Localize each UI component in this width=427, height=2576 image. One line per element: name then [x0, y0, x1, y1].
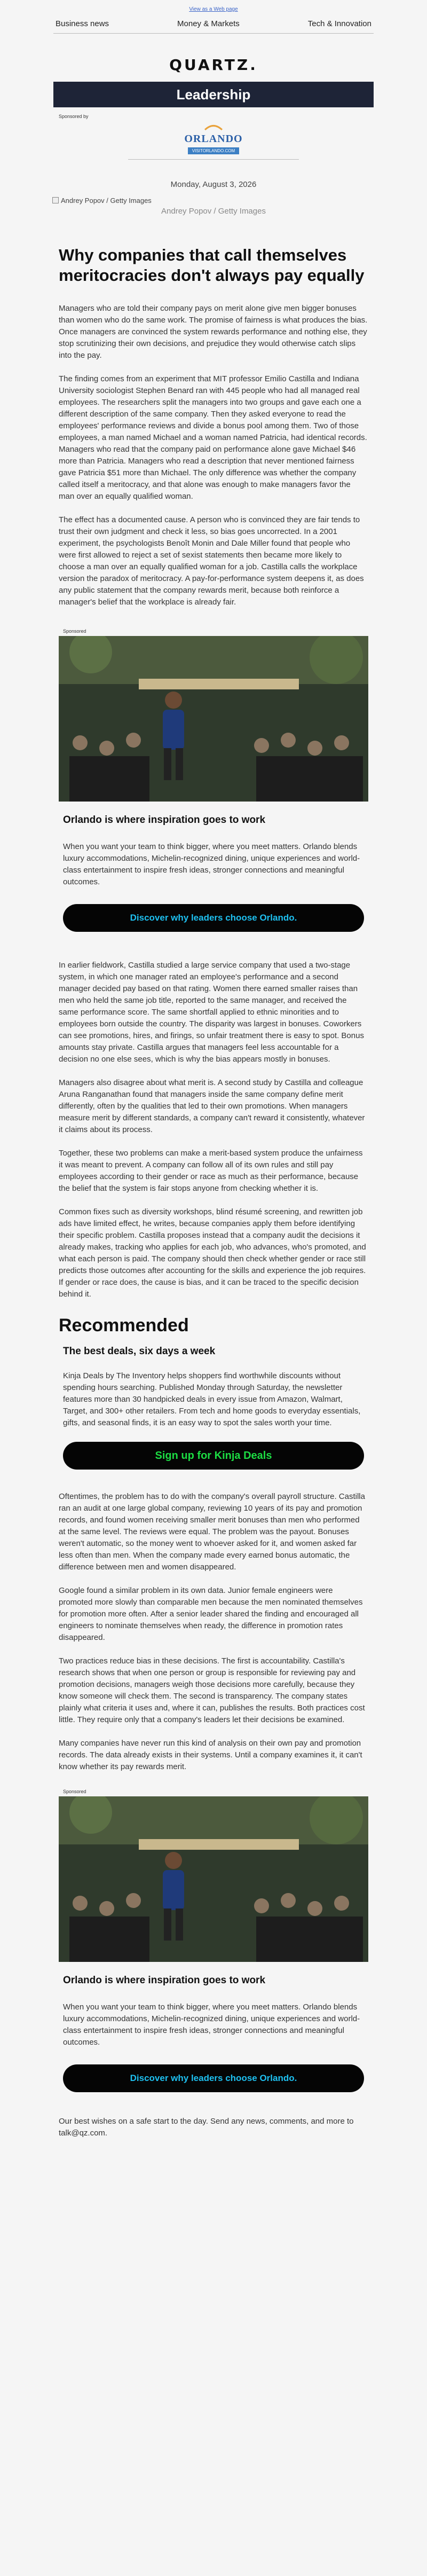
article-paragraph: Together, these two problems can make a merit-based system produce the unfairness it was meant to prevent. A company can follow all of its own rules and still pay employees according to their gender or race as much as their performance, because the belief that the system is fair stops anyone from checking whether it is.: [59, 1149, 363, 1193]
sponsor-tag: VISITORLANDO.COM: [188, 147, 239, 154]
ad-photo[interactable]: [59, 636, 368, 802]
nav-divider: [53, 33, 374, 34]
ad-text: When you want your team to think bigger, where you meet matters. Orlando blends luxury accommodations, Michelin-recognized dining, unique experiences and world-class entertainment to inspire fresh ideas, stronger connections and meaningful outcomes.: [63, 842, 360, 886]
ad-title[interactable]: Orlando is where inspiration goes to work: [63, 814, 266, 826]
sponsor-name: ORLANDO: [184, 133, 243, 145]
recommended-section: [0, 1315, 427, 1470]
orlando-arc-icon: [0, 123, 427, 133]
sponsored-by-label: Sponsored by: [59, 114, 89, 119]
sponsored-label: Sponsored: [63, 629, 86, 634]
orlando-sponsor-logo[interactable]: [0, 123, 427, 155]
discover-orlando-button[interactable]: Discover why leaders choose Orlando.: [63, 2064, 364, 2092]
article-paragraph: Oftentimes, the problem has to do with the company's overall payroll structure. Castilla ran an audit at one large global company, reviewing 10 years of its pay and promotion records, and found women receiving smaller merit bonuses than men who performed at the same level. The reviews were equal. The problem was the payout. Bonuses weren't automatic, so the money went to whoever asked for it, and women asked far less often than men. When the company made every earned bonus automatic, the difference between men and women disappeared.: [59, 1492, 365, 1572]
broken-image-icon: [52, 197, 59, 203]
nav-tech-innovation[interactable]: Tech & Innovation: [307, 19, 371, 28]
sponsored-ad-1: [0, 629, 427, 932]
article-paragraph: Many companies have never run this kind of analysis on their own pay and promotion records. The data already exists in their systems. Until a company examines it, it can't know whether its pay rewards merit.: [59, 1739, 362, 1771]
article-body-2: [59, 960, 368, 1300]
web-view-link[interactable]: View as a Web page: [189, 6, 238, 12]
ad-photo[interactable]: [59, 1796, 368, 1962]
issue-date: Monday, August 3, 2026: [170, 180, 257, 189]
recommended-text: Kinja Deals by The Inventory helps shoppers find worthwhile discounts without spending hours searching. Published Monday through Saturday, the newsletter features more than 30 handpicked deals in every issue from Amazon, Walmart, Target, and 300+ other retailers. From tech and home goods to everyday essentials, gifts, and seasonal finds, it is an easy way to spot the sales worth your time.: [63, 1371, 361, 1427]
article-paragraph: Managers who are told their company pays on merit alone give men bigger bonuses than women who do the same work. The promise of fairness is what produces the bias. Once managers are convinced the system rewards performance and nothing else, they stop scrutinizing their own decisions, and prejudice they would otherwise catch slips into the pay.: [59, 304, 368, 360]
ad-title[interactable]: Orlando is where inspiration goes to work: [63, 1975, 266, 1986]
recommended-heading: Recommended: [59, 1315, 189, 1336]
sponsored-ad-2: [0, 1789, 427, 2092]
article-body-3: [59, 1491, 368, 1773]
article-paragraph: Managers also disagree about what merit is. A second study by Castilla and colleague Aruna Ranganathan found that managers inside the same company define merit differently, often by the qualities that led to their own promotions. When managers measure merit by different standards, a company can't reward it consistently, whatever it claims about its process.: [59, 1078, 365, 1134]
sponsored-label: Sponsored: [63, 1789, 86, 1794]
nav-business-news[interactable]: Business news: [55, 19, 109, 28]
quartz-logo[interactable]: QUARTZ.: [169, 56, 258, 74]
article-paragraph: The finding comes from an experiment that MIT professor Emilio Castilla and Indiana University sociologist Stephen Benard ran with 445 people who had all managed real employees. The researchers split the managers into two groups and gave each one a different description of the same company. Then they asked everyone to read the employees' performance reviews and divide a bonus pool among them. Two of those employees, a man named Michael and a woman named Patricia, had identical records. Managers who read that the company paid on performance alone gave Michael $46 more than Patricia. Managers who read a description that never mentioned fairness gave Patricia $51 more than Michael. The only difference was whether the company called itself a meritocracy, and that alone was enough to make managers favor the man over an equally qualified woman.: [59, 374, 367, 501]
hero-image-alt: Andrey Popov / Getty Images: [61, 196, 152, 205]
article-paragraph: In earlier fieldwork, Castilla studied a large service company that used a two-stage system, in which one manager rated an employee's performance and a second manager decided pay based on that rating. Women there earned smaller raises than men who held the same job title, reported to the same manager, and received the same performance score. The same shortfall applied to ethnic minorities and to employees born outside the country. The disparity was largest in bonuses. Coworkers can see promotions, hires, and firings, so unfair treatment there is easy to spot. Bonus amounts stay private. Castilla argues that managers feel less accountable for a decision no one else sees, which is why the bias appears mostly in bonuses.: [59, 961, 364, 1064]
article-paragraph: Google found a similar problem in its own data. Junior female engineers were promoted more slowly than comparable men because the men nominated themselves for promotion more often. After a senior leader shared the finding and encouraged all engineers to nominate themselves when ready, the difference in promotion rates disappeared.: [59, 1586, 363, 1642]
article-body: [59, 245, 368, 608]
article-paragraph: Two practices reduce bias in these decisions. The first is accountability. Castilla's research shows that when one person or group is responsible for reviewing pay and promotion decisions, managers weigh those decisions more carefully, because they know someone will check them. The second is transparency. The company states plainly what criteria it uses and, where it can, publishes the results. Both practices cost little. They require only that a company's leaders let their decisions be examined.: [59, 1656, 365, 1724]
article-headline[interactable]: Why companies that call themselves meritocracies don't always pay equally: [59, 246, 365, 285]
article-paragraph: Common fixes such as diversity workshops, blind résumé screening, and rewritten job ads have limited effect, he writes, because companies apply them before identifying their specific problem. Castilla proposes instead that a company audit the decisions it already makes, tracking who applies for each job, who advances, who's promoted, and what each person is paid. The company should then check whether gender or race still predicts those outcomes after accounting for the skills and experience the job requires. If gender or race does, the cause is bias, and it can be traced to the specific decision behind it.: [59, 1207, 366, 1299]
kinja-deals-button[interactable]: Sign up for Kinja Deals: [63, 1442, 364, 1470]
top-nav: [0, 19, 427, 33]
sponsor-divider: [128, 159, 299, 160]
hero-image: [52, 195, 427, 206]
recommended-title[interactable]: The best deals, six days a week: [63, 1346, 216, 1357]
discover-orlando-button[interactable]: Discover why leaders choose Orlando.: [63, 904, 364, 932]
ad-text: When you want your team to think bigger, where you meet matters. Orlando blends luxury accommodations, Michelin-recognized dining, unique experiences and world-class entertainment to inspire fresh ideas, stronger connections and meaningful outcomes.: [63, 2002, 360, 2047]
section-banner: Leadership: [53, 82, 374, 107]
signoff: [59, 2116, 368, 2139]
signoff-text: Our best wishes on a safe start to the day. Send any news, comments, and more to talk@qz.com.: [59, 2117, 354, 2138]
nav-money-markets[interactable]: Money & Markets: [177, 19, 240, 28]
image-credit: Andrey Popov / Getty Images: [161, 207, 266, 216]
article-paragraph: The effect has a documented cause. A person who is convinced they are fair tends to trust their own judgment and check it less, so bias goes uncorrected. In a 2001 experiment, the psychologists Benoît Monin and Dale Miller found that people who were first allowed to reject a set of sexist statements then became more likely to choose a man over an equally qualified woman for a job. Castilla calls the workplace version the paradox of meritocracy. A pay-for-performance system deepens it, as does any public statement that the company rewards merit, because both reinforce a manager's belief that the workplace is already fair.: [59, 515, 364, 607]
